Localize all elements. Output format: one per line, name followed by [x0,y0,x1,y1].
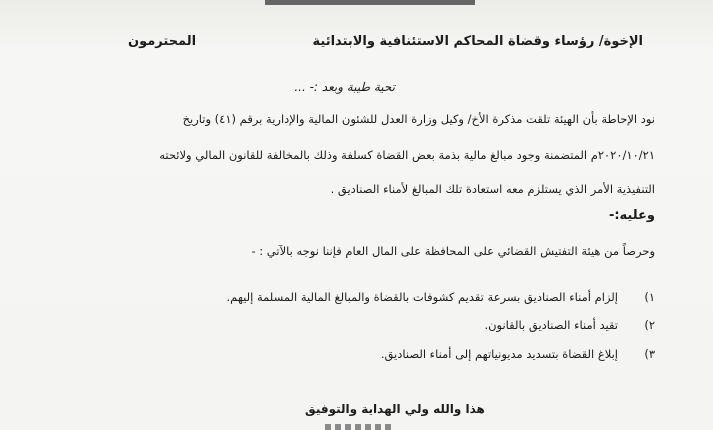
list-item-number: ٢) [644,318,655,332]
respected-label: المحترمون [128,34,197,49]
addressee-line: الإخوة/ رؤساء وقضاة المحاكم الاستئنافية والابتدائية [312,34,643,49]
list-item-number: ٣) [644,347,655,361]
paragraph-line-2: ٢٠٢٠/١٠/٢١م المتضمنة وجود مبالغ مالية بذمة بعض القضاة كسلفة وذلك بالمخالفة للقانون المالي ولائحته [159,148,655,162]
paragraph-line-3: التنفيذية الأمر الذي يستلزم معه استعادة تلك المبالغ لأمناء الصناديق . [330,182,655,196]
list-item: إبلاغ القضاة بتسديد مديونياتهم إلى أمناء الصناديق. [380,347,618,361]
paragraph-line-1: نود الإحاطة بأن الهيئة تلقت مذكرة الأخ/ وكيل وزارة العدل للشئون المالية والإدارية برقم (٤١) وتاريخ [182,112,655,126]
directive-intro: وحرصاً من هيئة التفتيش القضائي على المحافظة على المال العام فإننا نوجه بالآتي : - [251,244,655,258]
list-item-number: ١) [644,290,655,304]
greeting-line: تحية طيبة وبعد :- ... [294,80,395,94]
accordingly-heading: وعليه:- [608,208,655,223]
bottom-cutoff-fragment [325,424,395,430]
list-item: تقيد أمناء الصناديق بالقانون. [484,318,618,332]
closing-line: هذا والله ولي الهداية والتوفيق [305,402,485,416]
list-item: إلزام أمناء الصناديق بسرعة تقديم كشوفات بالقضاة والمبالغ المالية المسلمة إليهم. [226,290,618,304]
